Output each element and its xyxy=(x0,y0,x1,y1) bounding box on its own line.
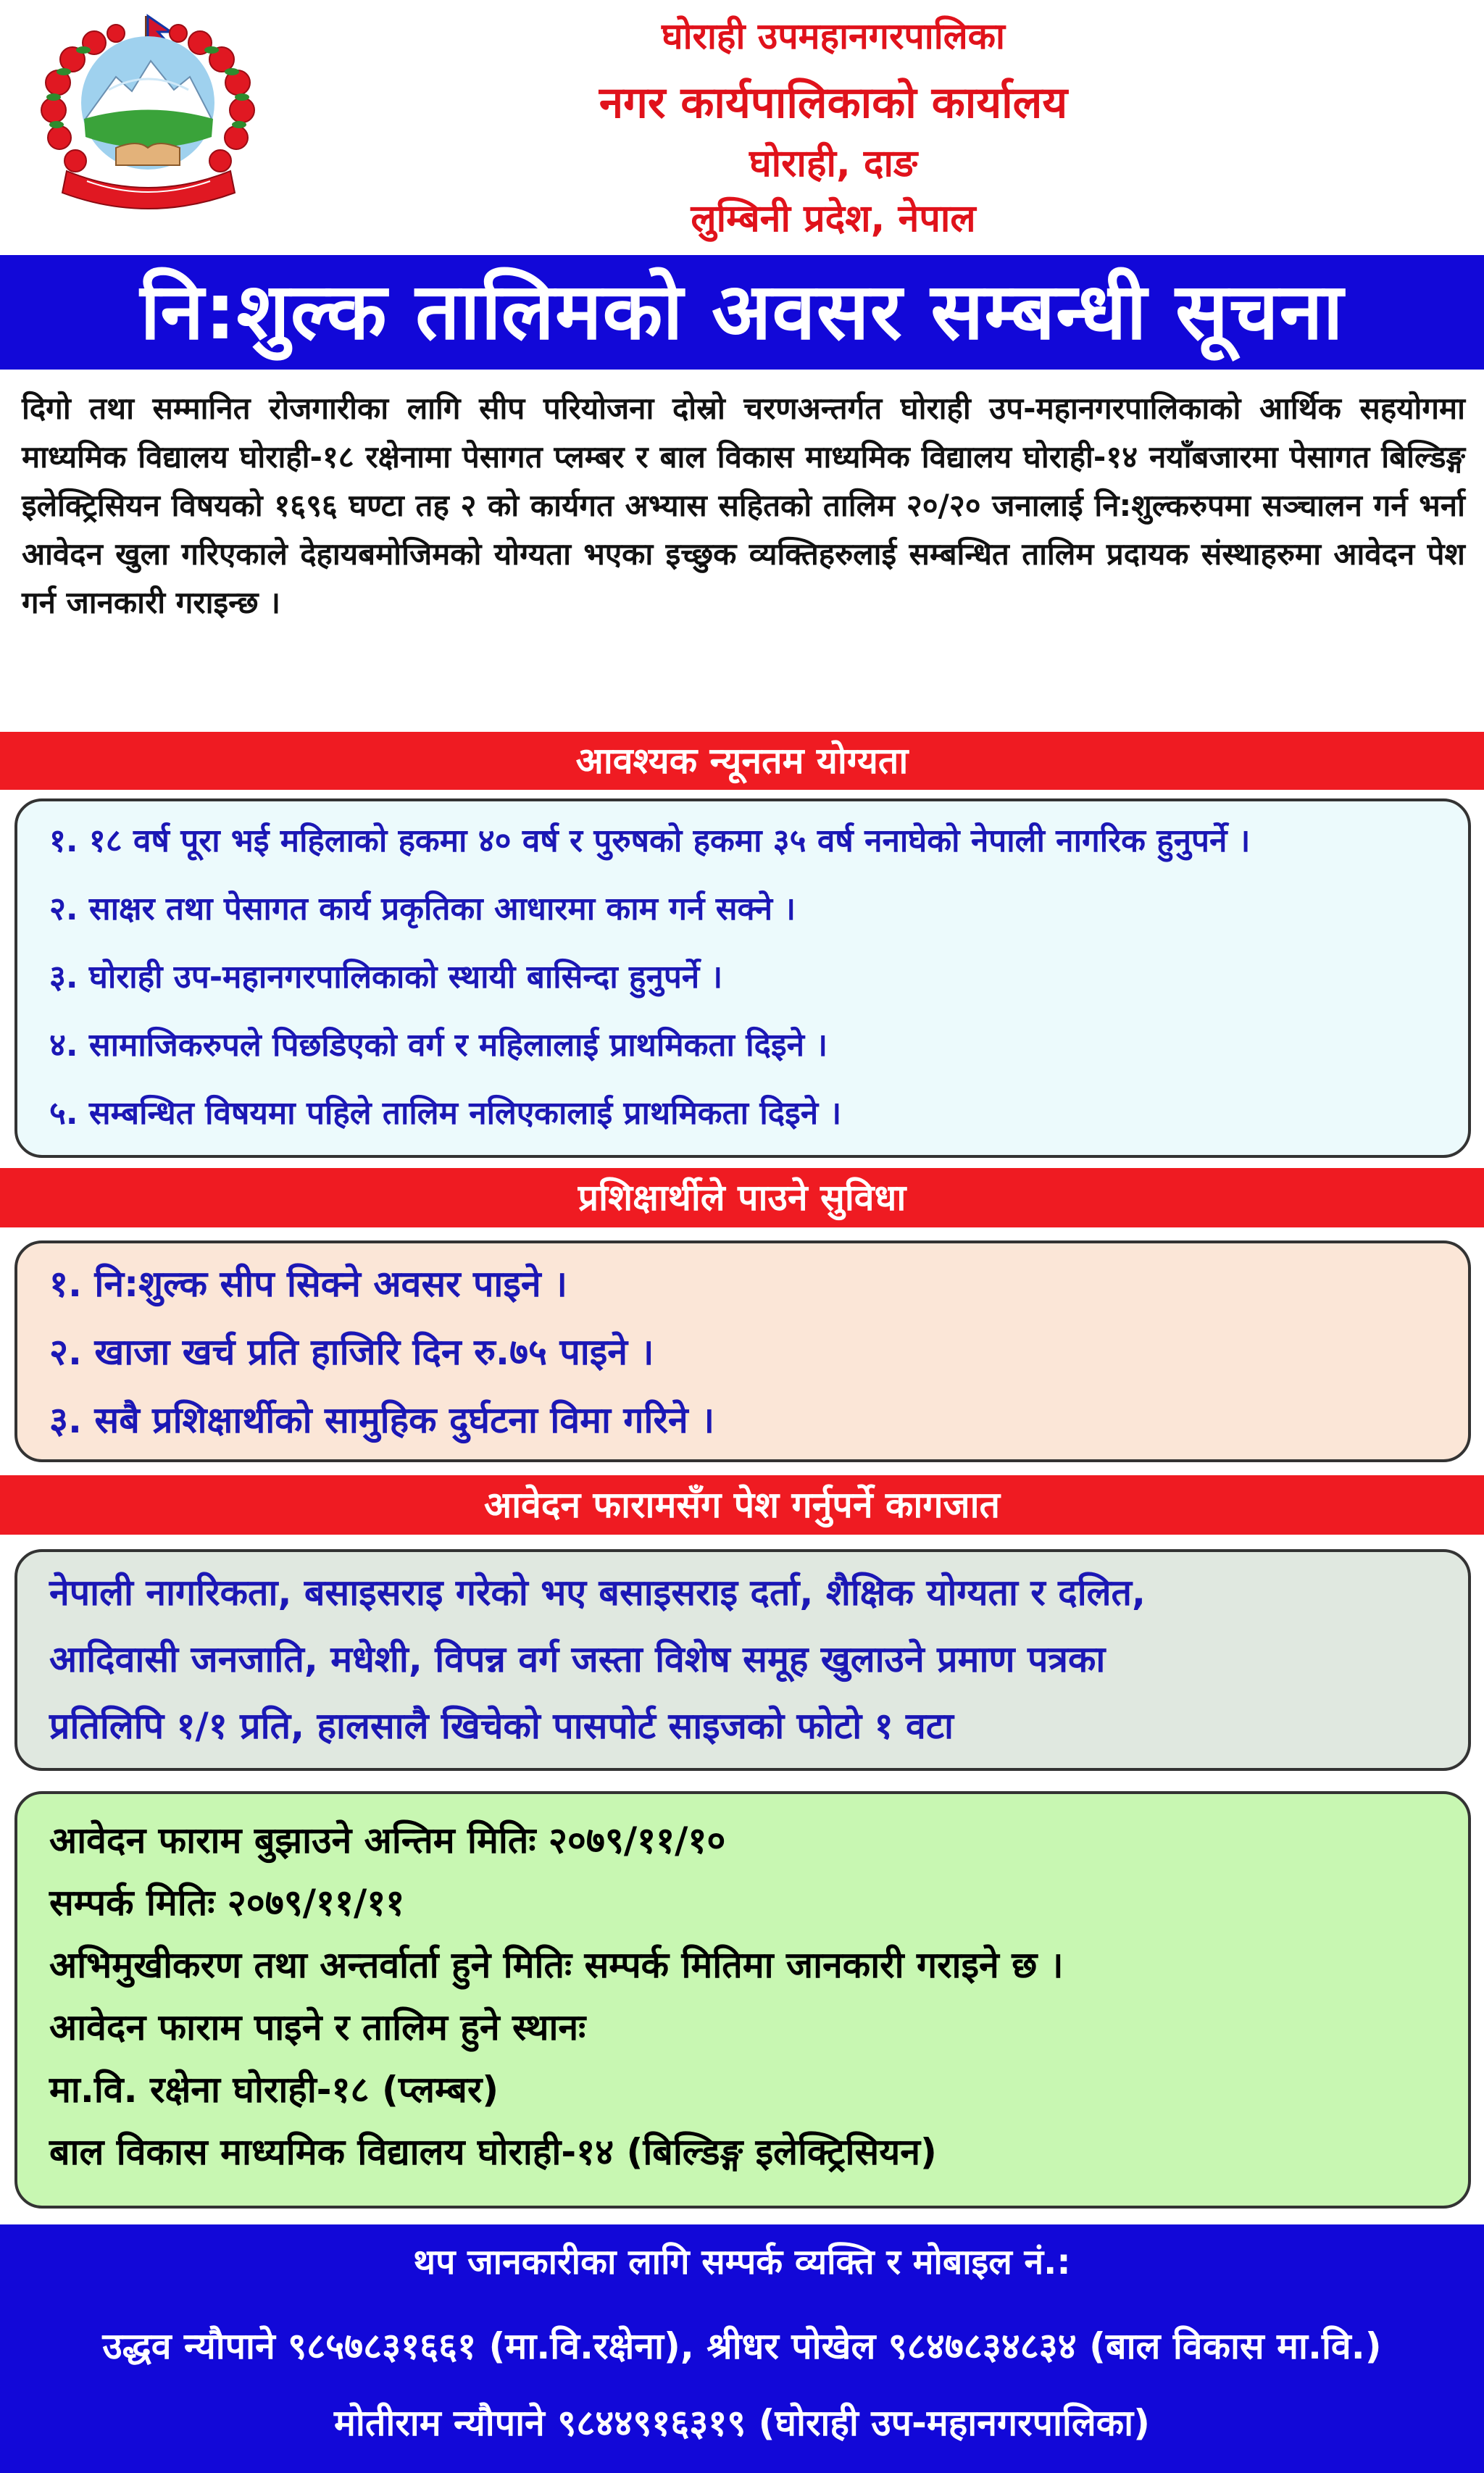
venue-heading: आवेदन फाराम पाइने र तालिम हुने स्थानः xyxy=(49,2006,586,2048)
contact-date: सम्पर्क मितिः २०७९/११/११ xyxy=(49,1882,405,1924)
list-item: ३. सबै प्रशिक्षार्थीको सामुहिक दुर्घटना विमा गरिने । xyxy=(49,1399,715,1441)
municipality-name: घोराही उपमहानगरपालिका xyxy=(662,15,1005,57)
office-location: घोराही, दाङ xyxy=(749,142,918,185)
qualifications-box xyxy=(14,798,1471,1158)
list-item: १. १८ वर्ष पूरा भई महिलाको हकमा ४० वर्ष र पुरुषको हकमा ३५ वर्ष ननाघेको नेपाली नागरिक हुनुपर्ने । xyxy=(49,822,1251,859)
notice-title: नि:शुल्क तालिमको अवसर सम्बन्धी सूचना xyxy=(140,267,1344,357)
province-country: लुम्बिनी प्रदेश, नेपाल xyxy=(691,197,976,241)
deadline-date: आवेदन फाराम बुझाउने अन्तिम मितिः २०७९/११/१० xyxy=(49,1819,726,1861)
benefits-heading-bar xyxy=(0,1168,1484,1227)
contact-person-municipality: मोतीराम न्यौपाने ९८४४९१६३१९ (घोराही उप-महानगरपालिका) xyxy=(334,2402,1150,2444)
interview-date: अभिमुखीकरण तथा अन्तर्वार्ता हुने मितिः सम्पर्क मितिमा जानकारी गराइने छ । xyxy=(49,1944,1064,1986)
documents-heading-bar xyxy=(0,1475,1484,1535)
contact-persons: उद्धव न्यौपाने ९८५७८३१६६१ (मा.वि.रक्षेना), श्रीधर पोखेल ९८४७८३४८३४ (बाल विकास मा.वि.) xyxy=(102,2325,1382,2367)
title-band xyxy=(0,255,1484,370)
documents-box xyxy=(14,1549,1471,1771)
documents-line: आदिवासी जनजाति, मधेशी, विपन्न वर्ग जस्ता विशेष समूह खुलाउने प्रमाण पत्रका xyxy=(49,1638,1106,1680)
header xyxy=(0,0,1484,255)
benefits-heading: प्रशिक्षार्थीले पाउने सुविधा xyxy=(578,1177,906,1219)
venue-electrician: बाल विकास माध्यमिक विद्यालय घोराही-१४ (बिल्डिङ्ग इलेक्ट्रिसियन) xyxy=(49,2131,937,2173)
documents-heading: आवेदन फारामसँग पेश गर्नुपर्ने कागजात xyxy=(483,1484,1001,1526)
office-name: नगर कार्यपालिकाको कार्यालय xyxy=(599,78,1068,128)
list-item: २. खाजा खर्च प्रति हाजिरि दिन रु.७५ पाइने । xyxy=(49,1331,654,1373)
benefits-box xyxy=(14,1240,1471,1462)
list-item: ३. घोराही उप-महानगरपालिकाको स्थायी बासिन्दा हुनुपर्ने । xyxy=(49,959,723,996)
qualifications-heading-bar xyxy=(0,732,1484,790)
government-emblem-icon xyxy=(29,10,268,220)
venue-plumber: मा.वि. रक्षेना घोराही-१८ (प्लम्बर) xyxy=(49,2069,499,2111)
list-item: २. साक्षर तथा पेसागत कार्य प्रकृतिका आधारमा काम गर्न सक्ने । xyxy=(49,891,796,927)
documents-line: नेपाली नागरिकता, बसाइसराइ गरेको भए बसाइसराइ दर्ता, शैक्षिक योग्यता र दलित, xyxy=(49,1572,1146,1614)
list-item: ४. सामाजिकरुपले पिछडिएको वर्ग र महिलालाई प्राथमिकता दिइने । xyxy=(49,1027,828,1064)
list-item: ५. सम्बन्धित विषयमा पहिले तालिम नलिएकालाई प्राथमिकता दिइने । xyxy=(49,1095,842,1132)
contact-heading: थप जानकारीका लागि सम्पर्क व्यक्ति र मोबाइल नं.: xyxy=(413,2242,1071,2282)
list-item: १. नि:शुल्क सीप सिक्ने अवसर पाइने । xyxy=(49,1263,567,1305)
qualifications-heading: आवश्यक न्यूनतम योग्यता xyxy=(575,740,909,782)
schedule-box xyxy=(14,1791,1471,2209)
intro-paragraph: दिगो तथा सम्मानित रोजगारीका लागि सीप परियोजना दोस्रो चरणअन्तर्गत घोराही उप-महानगरपालिकाको आर्थिक सहयोगमा माध्यमिक विद्यालय घोराही-१८ रक्षेनामा पेसागत प्लम्बर र बाल विकास माध्यमिक विद्यालय घोराही-१४ नयाँबजारमा पेसागत बिल्डिङ्ग इलेक्ट्रिसियन विषयको १६९६ घण्टा तह २ को कार्यगत अभ्यास सहितको तालिम २०/२० जनालाई नि:शुल्करुपमा सञ्चालन गर्न भर्ना आवेदन खुला गरिएकाले देहायबमोजिमको योग्यता भएका इच्छुक व्यक्तिहरुलाई सम्बन्धित तालिम प्रदायक संस्थाहरुमा आवेदन पेश गर्न जानकारी गराइन्छ । xyxy=(22,391,1465,620)
documents-line: प्रतिलिपि १/१ प्रति, हालसालै खिचेको पासपोर्ट साइजको फोटो १ वटा xyxy=(49,1705,954,1747)
contact-footer xyxy=(0,2224,1484,2473)
